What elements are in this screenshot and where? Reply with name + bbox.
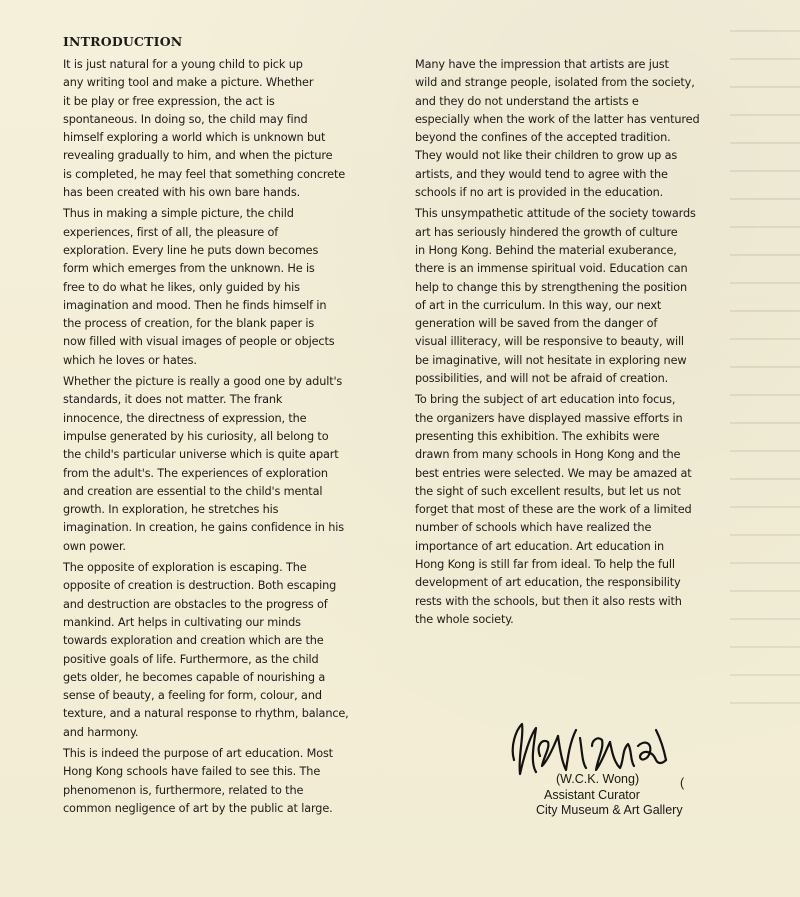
text-line: Hong Kong is still far from ideal. To help the full [415,558,675,572]
text-line: imagination. In creation, he gains confidence in his [63,521,344,535]
text-line: and they do not understand the artists e [415,94,639,108]
text-line: experiences, first of all, the pleasure of [63,225,279,239]
text-line: development of art education, the responsibility [415,576,681,590]
trailing-mark: ( [680,776,685,790]
paragraph [415,56,743,202]
text-line: it be play or free expression, the act is [63,94,275,108]
signatory-title: Assistant Curator [544,787,640,802]
text-line: wild and strange people, isolated from the society, [415,76,695,90]
signatory-name: (W.C.K. Wong) [556,772,640,786]
paragraph [63,559,385,742]
text-line: number of schools which have realized the [415,521,652,535]
text-line: possibilities, and will not be afraid of creation. [415,372,669,386]
text-line: spontaneous. In doing so, the child may find [63,112,308,126]
text-line: himself exploring a world which is unknown but [63,131,326,145]
text-line: sense of beauty, a feeling for form, colour, and [63,689,322,703]
text-line: own power. [63,539,126,553]
text-line: importance of art education. Art education in [415,539,665,553]
paragraph [415,205,743,388]
text-line: now filled with visual images of people or objects [63,335,335,349]
text-line: the sight of such excellent results, but let us not [415,484,681,498]
text-line: the organizers have displayed massive efforts in [415,411,683,425]
text-line: there is an immense spiritual void. Education can [415,262,688,276]
paragraph [63,745,385,818]
text-line: revealing gradually to him, and when the picture [63,149,333,163]
text-line: impulse generated by his curiosity, all belong to [63,429,329,443]
text-line: and destruction are obstacles to the progress of [63,597,328,611]
text-line: has been created with his own bare hands. [63,186,301,200]
text-line: They would not like their children to grow up as [415,149,678,163]
text-line: Many have the impression that artists are just [415,58,669,71]
paragraph [63,56,385,202]
text-line: visual illiteracy, will be responsive to beauty, will [415,335,684,349]
text-line: phenomenon is, furthermore, related to the [63,783,304,797]
text-line: in Hong Kong. Behind the material exuberance, [415,243,677,257]
text-line: Thus in making a simple picture, the child [63,207,294,221]
text-line: standards, it does not matter. The frank [63,393,283,407]
paragraph [63,205,385,370]
text-line: Hong Kong schools have failed to see this. The [63,765,321,779]
left-column [63,56,385,818]
text-line: any writing tool and make a picture. Whether [63,76,314,90]
text-line: beyond the confines of the accepted tradition. [415,131,671,145]
text-line: the process of creation, for the blank paper is [63,317,315,331]
text-line: be imaginative, will not hesitate in exploring new [415,353,687,367]
handwritten-signature [506,716,686,780]
text-line: gets older, he becomes capable of nourishing a [63,670,326,684]
text-line: and harmony. [63,725,139,739]
text-line: The opposite of exploration is escaping. The [63,561,307,575]
text-line: which he loves or hates. [63,353,197,367]
text-line: artists, and they would tend to agree with the [415,167,668,181]
text-line: schools if no art is provided in the education. [415,186,664,200]
text-line: especially when the work of the latter has ventured [415,112,700,126]
text-line: presenting this exhibition. The exhibits were [415,429,660,443]
text-line: exploration. Every line he puts down becomes [63,243,319,257]
text-line: and creation are essential to the child's mental [63,484,323,498]
text-line: common negligence of art by the public at large. [63,801,333,815]
text-line: innocence, the directness of expression, the [63,411,307,425]
right-column [415,56,743,629]
text-line: positive goals of life. Furthermore, as the child [63,652,319,666]
text-line: This unsympathetic attitude of the society towards [415,207,696,221]
text-line: help to change this by strengthening the position [415,280,688,294]
text-line: To bring the subject of art education into focus, [415,393,676,407]
text-line: mankind. Art helps in cultivating our minds [63,615,301,629]
page-heading: INTRODUCTION [63,34,183,49]
text-line: from the adult's. The experiences of exploration [63,466,328,480]
text-line: towards exploration and creation which are the [63,634,324,648]
text-line: of art in the curriculum. In this way, our next [415,298,662,312]
text-line: growth. In exploration, he stretches his [63,503,279,517]
text-line: drawn from many schools in Hong Kong and the [415,448,681,462]
text-line: form which emerges from the unknown. He is [63,262,315,276]
text-line: This is indeed the purpose of art education. Most [63,746,333,760]
text-line: rests with the schools, but then it also rests with [415,594,682,608]
text-line: texture, and a natural response to rhythm, balance, [63,707,349,721]
text-line: Whether the picture is really a good one by adult's [63,375,343,389]
text-line: the child's particular universe which is quite apart [63,448,339,462]
text-line: art has seriously hindered the growth of culture [415,225,678,239]
paragraph [63,373,385,556]
signatory-organization: City Museum & Art Gallery [536,803,683,817]
text-line: generation will be saved from the danger of [415,317,658,331]
text-line: opposite of creation is destruction. Both escaping [63,579,337,593]
text-line: It is just natural for a young child to pick up [63,58,303,71]
text-line: free to do what he likes, only guided by his [63,280,300,294]
text-line: forget that most of these are the work of a limited [415,503,692,517]
text-line: imagination and mood. Then he finds himself in [63,298,327,312]
paragraph [415,391,743,629]
text-line: is completed, he may feel that something concrete [63,167,346,181]
text-line: best entries were selected. We may be amazed at [415,466,692,480]
signature-block [536,772,683,819]
text-line: the whole society. [415,612,514,626]
